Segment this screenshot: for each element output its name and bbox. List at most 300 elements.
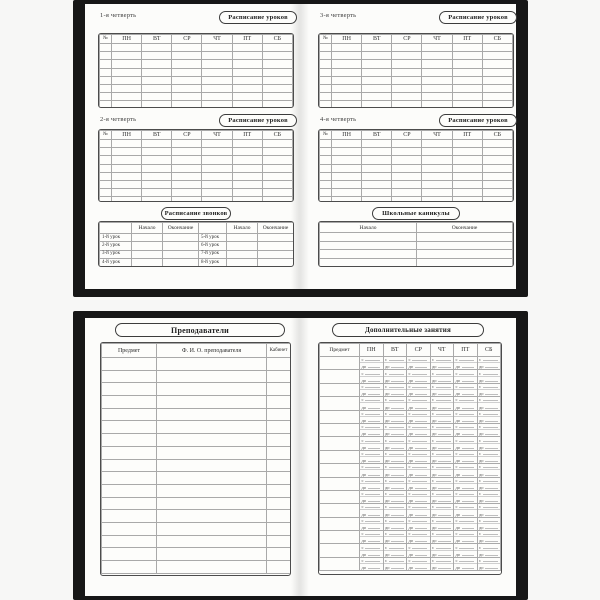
writing-rule	[462, 552, 474, 556]
date-cell	[320, 241, 417, 250]
writing-rule	[483, 424, 498, 428]
time-writing-line	[360, 390, 383, 396]
empty-schedule-cell	[202, 180, 232, 188]
empty-schedule-cell	[392, 189, 422, 197]
time-range-cell	[477, 397, 501, 410]
time-range-cell	[430, 557, 454, 570]
writing-rule	[438, 445, 450, 449]
time-writing-line	[478, 524, 501, 530]
to-label: до	[479, 551, 484, 557]
from-label: с	[361, 464, 364, 470]
to-label: до	[479, 538, 484, 544]
lesson-row	[100, 68, 293, 76]
page-fold	[291, 318, 309, 596]
time-writing-line	[431, 417, 454, 423]
time-writing-line	[478, 444, 501, 450]
to-label: до	[432, 565, 437, 571]
lesson-table-quarter-1	[98, 33, 294, 108]
empty-entry-cell	[267, 484, 291, 497]
empty-entry-cell	[267, 472, 291, 485]
from-label: с	[385, 370, 387, 376]
empty-schedule-cell	[452, 76, 482, 84]
to-label: до	[432, 364, 437, 370]
holiday-row	[320, 258, 513, 267]
time-range-cell	[407, 437, 431, 450]
subject-cell	[320, 410, 360, 423]
from-label: с	[361, 357, 364, 363]
to-label: до	[408, 565, 414, 571]
writing-rule	[462, 431, 474, 435]
lesson-schedule-grid	[319, 34, 513, 108]
empty-schedule-cell	[262, 140, 292, 148]
lesson-row	[320, 148, 513, 156]
writing-rule	[436, 438, 451, 442]
empty-schedule-cell	[202, 52, 232, 60]
time-writing-line	[407, 457, 430, 463]
empty-schedule-cell	[452, 93, 482, 101]
teacher-row	[102, 408, 291, 421]
writing-rule	[415, 445, 427, 449]
to-label: до	[408, 404, 414, 410]
to-label: до	[385, 391, 390, 397]
writing-rule	[485, 445, 497, 449]
empty-entry-cell	[267, 561, 291, 574]
writing-rule	[368, 538, 380, 542]
day-column-header: ЧТ	[422, 131, 452, 140]
time-writing-line	[478, 470, 501, 476]
empty-schedule-cell	[392, 76, 422, 84]
writing-rule	[415, 525, 427, 529]
day-column-header: ПТ	[452, 35, 482, 44]
time-range-cell	[360, 531, 384, 544]
time-range-cell	[454, 464, 478, 477]
time-range-cell	[454, 450, 478, 463]
day-column-header: ПН	[332, 35, 362, 44]
writing-rule	[459, 545, 474, 549]
writing-rule	[485, 458, 497, 462]
from-label: с	[455, 357, 458, 363]
time-range-cell	[430, 437, 454, 450]
empty-entry-cell	[102, 561, 157, 574]
writing-rule	[365, 451, 380, 455]
empty-schedule-cell	[100, 189, 112, 197]
subject-cell	[320, 370, 360, 383]
time-writing-line	[478, 457, 501, 463]
time-range-cell	[454, 357, 478, 370]
to-label: до	[455, 391, 461, 397]
date-cell	[320, 250, 417, 259]
subject-cell	[320, 490, 360, 503]
subject-cell	[320, 557, 360, 570]
writing-rule	[389, 518, 404, 522]
end-header: Окончание	[258, 223, 294, 234]
empty-schedule-cell	[422, 180, 452, 188]
time-range-cell	[407, 383, 431, 396]
day-column-header: ПТ	[452, 131, 482, 140]
writing-rule	[365, 504, 380, 508]
writing-rule	[483, 371, 498, 375]
day-column-header: СБ	[482, 35, 512, 44]
time-cell	[163, 259, 199, 267]
header-row	[320, 131, 513, 140]
empty-schedule-cell	[482, 164, 512, 172]
time-writing-line	[431, 564, 454, 570]
to-label: до	[479, 431, 484, 437]
teacher-row	[102, 484, 291, 497]
writing-rule	[365, 411, 380, 415]
writing-rule	[415, 498, 427, 502]
empty-schedule-cell	[320, 76, 332, 84]
from-label: с	[479, 357, 481, 363]
bell-schedule-title: Расписание звонков	[161, 207, 231, 220]
empty-schedule-cell	[332, 140, 362, 148]
from-label: с	[455, 397, 458, 403]
empty-schedule-cell	[172, 60, 202, 68]
teacher-row	[102, 421, 291, 434]
lesson-row	[320, 172, 513, 180]
time-range-cell	[454, 423, 478, 436]
time-range-cell	[430, 397, 454, 410]
writing-rule	[412, 371, 427, 375]
time-writing-line	[478, 403, 501, 409]
to-label: до	[361, 511, 367, 517]
writing-rule	[412, 384, 427, 388]
writing-rule	[368, 565, 380, 569]
writing-rule	[391, 445, 403, 449]
empty-schedule-cell	[172, 164, 202, 172]
to-label: до	[361, 565, 367, 571]
date-cell	[417, 258, 513, 267]
empty-schedule-cell	[172, 180, 202, 188]
header-row	[102, 344, 291, 358]
to-label: до	[408, 431, 414, 437]
lesson-row	[100, 60, 293, 68]
time-writing-line	[384, 430, 407, 436]
from-label: с	[385, 544, 387, 550]
empty-schedule-cell	[332, 172, 362, 180]
subject-cell	[320, 544, 360, 557]
extra-class-row	[320, 357, 501, 370]
empty-schedule-cell	[112, 148, 142, 156]
to-label: до	[432, 551, 437, 557]
empty-schedule-cell	[232, 172, 262, 180]
time-writing-line	[454, 497, 477, 503]
writing-rule	[438, 498, 450, 502]
time-range-cell	[477, 437, 501, 450]
time-writing-line	[384, 363, 407, 369]
writing-rule	[436, 371, 451, 375]
empty-schedule-cell	[332, 180, 362, 188]
bell-schedule-table	[98, 221, 294, 267]
from-label: с	[479, 464, 481, 470]
empty-schedule-cell	[202, 164, 232, 172]
empty-schedule-cell	[452, 189, 482, 197]
empty-schedule-cell	[392, 172, 422, 180]
to-label: до	[432, 471, 437, 477]
to-label: до	[361, 431, 367, 437]
from-label: с	[361, 410, 364, 416]
time-range-cell	[477, 544, 501, 557]
empty-schedule-cell	[262, 189, 292, 197]
time-writing-line	[360, 524, 383, 530]
teacher-row	[102, 510, 291, 523]
from-label: с	[361, 383, 364, 389]
time-writing-line	[454, 537, 477, 543]
empty-entry-cell	[267, 497, 291, 510]
empty-schedule-cell	[172, 101, 202, 108]
empty-schedule-cell	[422, 101, 452, 108]
time-range-cell	[407, 357, 431, 370]
from-label: с	[361, 531, 364, 537]
lesson-schedule-title-q3: Расписание уроков	[439, 11, 517, 24]
writing-rule	[462, 538, 474, 542]
empty-schedule-cell	[320, 189, 332, 197]
writing-rule	[391, 512, 403, 516]
to-label: до	[385, 458, 390, 464]
day-column-header: СР	[392, 35, 422, 44]
writing-rule	[391, 364, 403, 368]
time-writing-line	[431, 390, 454, 396]
empty-schedule-cell	[320, 148, 332, 156]
lesson-row	[320, 93, 513, 101]
lesson-row	[100, 84, 293, 92]
writing-rule	[389, 438, 404, 442]
writing-rule	[485, 418, 497, 422]
start-header: Начало	[132, 223, 163, 234]
writing-rule	[462, 565, 474, 569]
empty-schedule-cell	[362, 172, 392, 180]
bell-row	[100, 234, 294, 242]
empty-entry-cell	[157, 358, 267, 371]
empty-schedule-cell	[142, 60, 172, 68]
writing-rule	[389, 424, 404, 428]
time-range-cell	[430, 490, 454, 503]
to-label: до	[479, 458, 484, 464]
writing-rule	[462, 498, 474, 502]
to-label: до	[408, 444, 414, 450]
empty-schedule-cell	[362, 44, 392, 52]
empty-schedule-cell	[392, 101, 422, 108]
writing-rule	[436, 558, 451, 562]
time-range-cell	[383, 410, 407, 423]
time-writing-line	[360, 470, 383, 476]
time-range-cell	[360, 464, 384, 477]
empty-schedule-cell	[232, 156, 262, 164]
to-label: до	[385, 444, 390, 450]
writing-rule	[436, 504, 451, 508]
number-column-header: №	[320, 35, 332, 44]
empty-entry-cell	[267, 446, 291, 459]
time-writing-line	[478, 417, 501, 423]
empty-entry-cell	[102, 497, 157, 510]
extra-class-row	[320, 464, 501, 477]
from-label: с	[361, 424, 364, 430]
teachers-column-header: Ф. И. О. преподавателя	[157, 344, 267, 358]
from-label: с	[479, 558, 481, 564]
writing-rule	[438, 458, 450, 462]
header-row	[100, 223, 294, 234]
empty-schedule-cell	[202, 76, 232, 84]
time-range-cell	[454, 410, 478, 423]
writing-rule	[462, 418, 474, 422]
school-holidays-title: Школьные каникулы	[372, 207, 460, 220]
empty-entry-cell	[157, 446, 267, 459]
writing-rule	[368, 525, 380, 529]
from-label: с	[479, 517, 481, 523]
time-writing-line	[454, 377, 477, 383]
empty-schedule-cell	[142, 164, 172, 172]
empty-schedule-cell	[262, 148, 292, 156]
empty-schedule-cell	[112, 68, 142, 76]
time-writing-line	[407, 484, 430, 490]
writing-rule	[436, 397, 451, 401]
empty-schedule-cell	[482, 148, 512, 156]
header-row	[320, 344, 501, 357]
to-label: до	[361, 391, 367, 397]
time-range-cell	[454, 477, 478, 490]
time-cell	[132, 234, 163, 242]
from-label: с	[385, 424, 387, 430]
empty-entry-cell	[157, 497, 267, 510]
empty-schedule-cell	[392, 60, 422, 68]
day-column-header: СР	[172, 131, 202, 140]
writing-rule	[462, 364, 474, 368]
empty-schedule-cell	[320, 44, 332, 52]
time-range-cell	[360, 370, 384, 383]
school-holidays-table	[318, 221, 514, 267]
writing-rule	[485, 364, 497, 368]
to-label: до	[479, 511, 484, 517]
time-range-cell	[454, 531, 478, 544]
subject-cell	[320, 383, 360, 396]
empty-schedule-cell	[320, 156, 332, 164]
empty-schedule-cell	[332, 68, 362, 76]
time-range-cell	[477, 423, 501, 436]
empty-schedule-cell	[332, 164, 362, 172]
empty-schedule-cell	[392, 164, 422, 172]
extra-class-row	[320, 477, 501, 490]
writing-rule	[412, 504, 427, 508]
empty-schedule-cell	[232, 76, 262, 84]
time-range-cell	[383, 544, 407, 557]
empty-schedule-cell	[362, 76, 392, 84]
time-range-cell	[477, 531, 501, 544]
empty-schedule-cell	[362, 140, 392, 148]
from-label: с	[455, 477, 458, 483]
empty-schedule-cell	[232, 93, 262, 101]
to-label: до	[455, 364, 461, 370]
time-cell	[227, 242, 258, 250]
time-writing-line	[431, 470, 454, 476]
empty-schedule-cell	[112, 140, 142, 148]
time-range-cell	[383, 464, 407, 477]
from-label: с	[432, 437, 434, 443]
writing-rule	[459, 424, 474, 428]
writing-rule	[365, 397, 380, 401]
from-label: с	[361, 450, 364, 456]
writing-rule	[412, 451, 427, 455]
to-label: до	[385, 471, 390, 477]
time-writing-line	[384, 403, 407, 409]
time-writing-line	[360, 403, 383, 409]
writing-rule	[415, 552, 427, 556]
empty-entry-cell	[157, 548, 267, 561]
writing-rule	[389, 357, 404, 361]
empty-entry-cell	[267, 408, 291, 421]
empty-schedule-cell	[142, 156, 172, 164]
to-label: до	[361, 498, 367, 504]
to-label: до	[455, 431, 461, 437]
time-range-cell	[454, 557, 478, 570]
teachers-title: Преподаватели	[115, 323, 285, 337]
time-writing-line	[478, 564, 501, 570]
empty-schedule-cell	[100, 68, 112, 76]
writing-rule	[483, 558, 498, 562]
lesson-row	[320, 164, 513, 172]
date-cell	[320, 258, 417, 267]
time-writing-line	[407, 417, 430, 423]
writing-rule	[412, 464, 427, 468]
empty-schedule-cell	[112, 101, 142, 108]
writing-rule	[459, 531, 474, 535]
from-label: с	[455, 370, 458, 376]
writing-rule	[389, 397, 404, 401]
day-column-header: ПТ	[232, 131, 262, 140]
writing-rule	[391, 431, 403, 435]
time-writing-line	[454, 484, 477, 490]
writing-rule	[483, 478, 498, 482]
teachers-table	[100, 342, 291, 576]
empty-schedule-cell	[232, 197, 262, 202]
empty-schedule-cell	[332, 197, 362, 202]
from-label: с	[455, 517, 458, 523]
writing-rule	[415, 418, 427, 422]
empty-schedule-cell	[202, 101, 232, 108]
to-label: до	[385, 498, 390, 504]
empty-schedule-cell	[100, 52, 112, 60]
empty-schedule-cell	[452, 164, 482, 172]
empty-schedule-cell	[392, 148, 422, 156]
writing-rule	[459, 478, 474, 482]
time-range-cell	[477, 450, 501, 463]
extra-class-row	[320, 437, 501, 450]
empty-schedule-cell	[482, 101, 512, 108]
time-range-cell	[407, 504, 431, 517]
writing-rule	[483, 518, 498, 522]
writing-rule	[462, 458, 474, 462]
writing-rule	[391, 458, 403, 462]
empty-schedule-cell	[482, 52, 512, 60]
time-writing-line	[407, 444, 430, 450]
empty-schedule-cell	[392, 156, 422, 164]
lesson-number-label: 5-й урок	[199, 234, 227, 242]
empty-schedule-cell	[112, 60, 142, 68]
to-label: до	[408, 364, 414, 370]
from-label: с	[432, 517, 434, 523]
extra-class-row	[320, 557, 501, 570]
subject-cell	[320, 437, 360, 450]
bottom-photo-frame	[73, 311, 528, 600]
empty-schedule-cell	[262, 197, 292, 202]
writing-rule	[436, 411, 451, 415]
from-label: с	[432, 531, 434, 537]
writing-rule	[485, 498, 497, 502]
lesson-schedule-title-q2: Расписание уроков	[219, 114, 297, 127]
extra-class-row	[320, 504, 501, 517]
to-label: до	[408, 525, 414, 531]
empty-entry-cell	[267, 535, 291, 548]
writing-rule	[365, 384, 380, 388]
